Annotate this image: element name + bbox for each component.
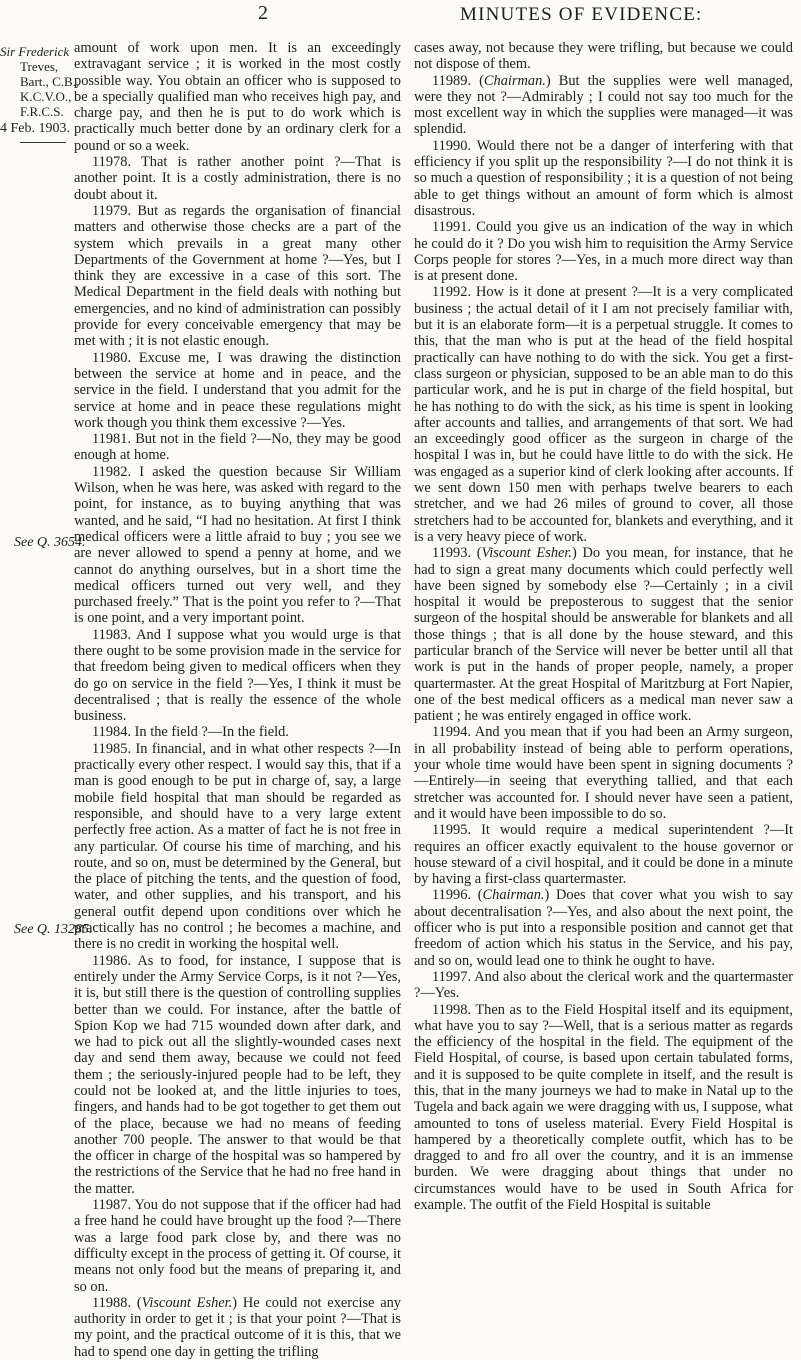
question-answer: 11990. Would there not be a danger of interfering with that efficiency if you split up the responsibility ?—I do not think it is so much a question of responsibility ; it is a question of not being able to get things without an amount of form which is almost disastrous. [414,137,793,219]
witness-title: F.R.C.S. [20,104,64,119]
question-answer: 11995. It would require a medical superintendent ?—It requires an officer exactly equivalent to the house governor or house steward of a civil hospital, and it could be done in a minute by having a first-class quartermaster. [414,822,793,888]
question-answer: 11985. In financial, and in what other respects ?—In practically every other respect. I would say this, that if a man is good enough to be put in charge of, say, a large mobile field hospital that man should be regarded as responsible, and should have to a very large extent perfectly free action. As a matter of fact he is not free in any particular. Of course his time of marching, and his route, and so on, must be determined by the General, but the place of pitching the tents, and the question of food, water, and other supplies, and his transport, and his general outfit depend upon conditions over which he practically has no control ; he becomes a machine, and there is no credit in working the hospital well. [74,740,401,953]
question-answer: 11998. Then as to the Field Hospital itself and its equipment, what have you to say ?—Well, that is a serious matter as regards the efficiency of the hospital in the field. The equipment of the Field Hospital, of course, is based upon certain tabulated forms, and it is supposed to be quite complete in itself, and the result is this, that in the many journeys we had to make in Natal up to the Tugela and back again we were dragging with us, I suppose, what amounted to tons of useless material. Every Field Hospital is hampered by a theoretically complete outfit, which has to be dragged to and fro all over the country, and it is an immense burden. We were dragging about things that under no circumstances would have to be used in South Africa for example. The outfit of the Field Hospital is suitable [414,1001,793,1214]
question-answer: 11981. But not in the field ?—No, they may be good enough at home. [74,431,401,464]
page-number: 2 [258,2,268,24]
question-text: ) Do you mean, for instance, that he had to sign a great many documents which could perfectly well have been signed by somebody else ?—Certainly ; in a civil hospital it would be preposterous to suggest that the senior surgeon of the hospital should be answerable for blankets and all those things ; that is all done by the house steward, and this particular branch of the Service will never be better until all that work is put in the hands of proper people, namely, a proper quartermaster. At the great Hospital of Maritzburg at Fort Napier, one of the best medical officers as a medical man never saw a patient ; he was entirely engaged in office work. [414,545,793,725]
questioner-name: Viscount Esher. [141,1294,233,1311]
continued-answer: cases away, not because they were trifling, but because we could not dispose of them. [414,40,793,73]
question-number: 11989. ( [432,72,484,89]
question-answer: 11997. And also about the clerical work and the quartermaster ?—Yes. [414,968,793,1002]
question-text: ) Does that cover what you wish to say about decentralisation ?—Yes, and also about the next point, the officer who is put into a responsible position and cannot get that freedom of action which his status in the Service, and his pay, and so on, would lead one to think he ought to have. [414,887,794,969]
questioner-name: Chairman. [482,887,545,904]
question-answer [74,1295,401,1360]
question-answer: 11980. Excuse me, I was drawing the distinction between the service at home and in peace, and the service in the field. I understand that you admit for the service at home and in peace these regulations might work though you think them excessive ?—Yes. [74,349,401,431]
left-text-column [74,40,401,1360]
question-answer: 11982. I asked the question because Sir William Wilson, when he was here, was asked with regard to the point, for instance, as to buying anything that was wanted, and he said, “I had no hesitation. At first I think medical officers were a little afraid to buy ; you see we are never allowed to spend a penny at home, and we cannot do anything ourselves, but in a short time the medical officers turned out very well, and they purchased freely.” That is the point you refer to ?—That is one point, and a very important point. [74,463,401,627]
continued-answer: amount of work upon men. It is an exceedingly extravagant service ; it is worked in the most costly possible way. You obtain an officer who is supposed to be a specially qualified man who receives high pay, and charge pay, and then he is put to do work which is practically much better done by an ordinary clerk for a pound or so a week. [74,40,401,154]
question-answer: 11992. How is it done at present ?—It is a very complicated business ; the actual detail of it I am not precisely familiar with, but it is an elaborate form—it is a perpetual struggle. It comes to this, that the man who is put at the head of the field hospital practically can have nothing to do with the sick. You get a first-class surgeon or physician, supposed to be an able man to do this particular work, and he is put in charge of the field hospital, but he has nothing to do with the sick, as his time is spent in looking after accounts and tallies, and arrangements of that sort. We had an exceedingly good officer as the surgeon in charge of the hospital I was in, but he could have little to do with the sick. He was engaged as a superior kind of clerk looking after accounts. If we sent down 150 men with perhaps twelve bearers to each stretcher, and we had 26 miles of ground to cover, all those stretchers had to be accounted for, blankets and everything, and it is a very heavy piece of work. [414,284,793,545]
page-header [0,2,801,28]
question-answer [414,887,793,968]
cross-reference: See Q. 3654. [14,535,86,550]
question-answer: 11991. Could you give us an indication of the way in which he could do it ? Do you wish him to requisition the Army Service Corps people for stores ?—Yes, in a much more direct way than is at present done. [414,219,793,285]
question-answer [414,545,793,724]
question-answer: 11983. And I suppose what you would urge is that there ought to be some provision made in the service for that freedom being given to medical officers when they do go on service in the field ?—Yes, I think it must be decentralised ; that is really the essence of the whole business. [74,626,401,725]
question-number: 11988. ( [92,1294,142,1311]
question-number: 11993. ( [432,545,482,562]
margin-rule [20,142,66,143]
running-title: MINUTES OF EVIDENCE: [460,4,703,25]
question-number: 11996. ( [432,887,483,904]
right-text-column [414,40,793,1213]
question-answer: 11987. You do not suppose that if the officer had had a free hand he could have brought up the food ?—There was a large food park close by, and there was no difficulty except in the process of getting it. Of course, it means not only food but the means of preparing it, and so on. [74,1197,401,1295]
witness-sidenote [0,44,80,143]
questioner-name: Chairman. [483,72,546,89]
cross-reference: See Q. 13285. [14,922,93,937]
witness-title: Bart., C.B., [20,74,80,89]
question-answer: 11986. As to food, for instance, I suppose that is entirely under the Army Service Corps, is it not ?—Yes, it is, but still there is the question of controlling supplies better than we could. For instance, after the battle of Spion Kop we had 715 wounded down after dark, and we had to pick out all the slightly-wounded cases next day and send them away, because we could not feed them ; the seriously-injured people had to be left, they could not be looked at, and the little injuries to toes, fingers, and hands had to be got together to get them out of the place, because we had no means of feeding another 700 people. The answer to that would be that the officer in charge of the hospital was so hampered by the restrictions of the Service that he had no free hand in the matter. [74,952,401,1197]
hearing-date: 4 Feb. 1903. [0,121,70,136]
witness-title: K.C.V.O., [20,89,72,104]
question-answer: 11979. But as regards the organisation of financial matters and otherwise those checks are a part of the system which prevails in a great many other Departments of the Government at home ?—Yes, but I think they are excessive in a case of this sort. The Medical Department in the field deals with nothing but emergencies, and no kind of administration can possibly provide for every conceivable emergency that may be met with ; it is not elastic enough. [74,202,401,350]
witness-name: Treves, [20,59,59,74]
questioner-name: Viscount Esher. [481,545,573,562]
question-answer: 11978. That is rather another point ?—That is another point. It is a costly administration, there is no doubt about it. [74,154,401,203]
witness-name: Sir Frederick [0,44,70,59]
question-text: ) He could not exercise any authority in order to get it ; is that your point ?—That is my point, and the practical outcome of it is this, that we had to spend one day in getting the trifling [74,1294,401,1360]
question-answer: 11984. In the field ?—In the field. [92,724,289,741]
question-text: ) But the supplies were well managed, were they not ?—Admirably ; I could not say too much for the most excellent way in which the supplies were managed—it was splendid. [414,72,793,138]
question-answer [414,73,793,138]
question-answer: 11994. And you mean that if you had been an Army surgeon, in all probability instead of being able to perform operations, your whole time would have been spent in signing documents ?—Entirely—in seeing that everything tallied, and that each stretcher was accounted for. I should never have seen a patient, and it would have been impossible to do so. [414,724,793,822]
